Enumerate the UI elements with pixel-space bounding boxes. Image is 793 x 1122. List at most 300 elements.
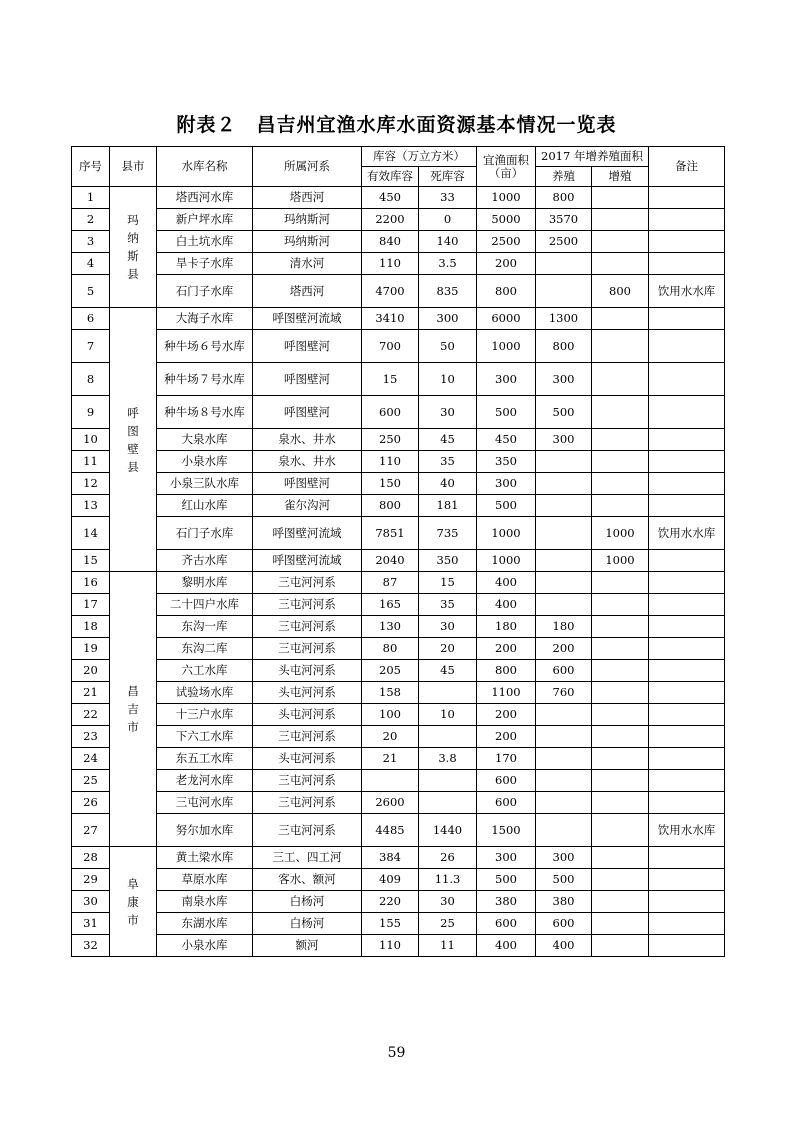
row-number: 25 bbox=[72, 770, 110, 792]
fishery-area: 1000 bbox=[477, 550, 536, 572]
remark bbox=[649, 748, 725, 770]
remark bbox=[649, 363, 725, 396]
dead-capacity bbox=[419, 682, 477, 704]
row-number: 20 bbox=[72, 660, 110, 682]
effective-capacity: 110 bbox=[362, 935, 419, 957]
river-system: 头屯河河系 bbox=[253, 704, 362, 726]
effective-capacity: 384 bbox=[362, 847, 419, 869]
fishery-area: 200 bbox=[477, 704, 536, 726]
river-system: 三屯河河系 bbox=[253, 572, 362, 594]
culture-area bbox=[536, 594, 592, 616]
row-number: 32 bbox=[72, 935, 110, 957]
culture-area: 300 bbox=[536, 363, 592, 396]
row-number: 23 bbox=[72, 726, 110, 748]
dead-capacity: 3.8 bbox=[419, 748, 477, 770]
header-reservoir: 水库名称 bbox=[157, 147, 253, 187]
effective-capacity: 155 bbox=[362, 913, 419, 935]
reservoir-name: 大海子水库 bbox=[157, 308, 253, 330]
table-row bbox=[72, 231, 725, 253]
effective-capacity: 21 bbox=[362, 748, 419, 770]
effective-capacity: 110 bbox=[362, 451, 419, 473]
row-number: 26 bbox=[72, 792, 110, 814]
river-system: 三工、四工河 bbox=[253, 847, 362, 869]
table-row bbox=[72, 594, 725, 616]
row-number: 1 bbox=[72, 187, 110, 209]
fishery-area: 300 bbox=[477, 363, 536, 396]
table-row bbox=[72, 308, 725, 330]
reservoir-name: 东沟一库 bbox=[157, 616, 253, 638]
culture-area: 500 bbox=[536, 869, 592, 891]
stocking-area bbox=[592, 770, 649, 792]
remark bbox=[649, 660, 725, 682]
remark bbox=[649, 429, 725, 451]
table-row bbox=[72, 187, 725, 209]
remark bbox=[649, 682, 725, 704]
stocking-area bbox=[592, 187, 649, 209]
dead-capacity: 1440 bbox=[419, 814, 477, 847]
remark bbox=[649, 330, 725, 363]
reservoir-name: 小泉三队水库 bbox=[157, 473, 253, 495]
effective-capacity: 7851 bbox=[362, 517, 419, 550]
dead-capacity: 11.3 bbox=[419, 869, 477, 891]
stocking-area bbox=[592, 704, 649, 726]
effective-capacity: 150 bbox=[362, 473, 419, 495]
table-row bbox=[72, 396, 725, 429]
culture-area: 400 bbox=[536, 935, 592, 957]
dead-capacity: 35 bbox=[419, 451, 477, 473]
dead-capacity bbox=[419, 726, 477, 748]
stocking-area bbox=[592, 495, 649, 517]
river-system: 呼图壁河 bbox=[253, 330, 362, 363]
fishery-area: 600 bbox=[477, 770, 536, 792]
table-row bbox=[72, 209, 725, 231]
table-row bbox=[72, 891, 725, 913]
effective-capacity: 15 bbox=[362, 363, 419, 396]
dead-capacity bbox=[419, 770, 477, 792]
stocking-area bbox=[592, 209, 649, 231]
remark bbox=[649, 792, 725, 814]
row-number: 11 bbox=[72, 451, 110, 473]
effective-capacity: 205 bbox=[362, 660, 419, 682]
river-system: 呼图壁河流域 bbox=[253, 550, 362, 572]
fishery-area: 170 bbox=[477, 748, 536, 770]
river-system: 头屯河河系 bbox=[253, 682, 362, 704]
page-title: 附表２ 昌吉州宜渔水库水面资源基本情况一览表 bbox=[176, 114, 617, 136]
table-row bbox=[72, 660, 725, 682]
row-number: 24 bbox=[72, 748, 110, 770]
remark bbox=[649, 638, 725, 660]
stocking-area bbox=[592, 792, 649, 814]
effective-capacity: 2040 bbox=[362, 550, 419, 572]
table-row bbox=[72, 792, 725, 814]
fishery-area: 1100 bbox=[477, 682, 536, 704]
fishery-area: 600 bbox=[477, 792, 536, 814]
dead-capacity: 30 bbox=[419, 891, 477, 913]
stocking-area bbox=[592, 935, 649, 957]
river-system: 三屯河河系 bbox=[253, 770, 362, 792]
stocking-area bbox=[592, 616, 649, 638]
dead-capacity: 20 bbox=[419, 638, 477, 660]
fishery-area: 500 bbox=[477, 396, 536, 429]
reservoir-name: 黎明水库 bbox=[157, 572, 253, 594]
row-number: 6 bbox=[72, 308, 110, 330]
culture-area: 500 bbox=[536, 396, 592, 429]
river-system: 呼图壁河 bbox=[253, 363, 362, 396]
effective-capacity: 220 bbox=[362, 891, 419, 913]
reservoir-name: 塔西河水库 bbox=[157, 187, 253, 209]
table-row bbox=[72, 253, 725, 275]
table-row bbox=[72, 363, 725, 396]
header-river: 所属河系 bbox=[253, 147, 362, 187]
fishery-area: 400 bbox=[477, 572, 536, 594]
reservoir-name: 草原水库 bbox=[157, 869, 253, 891]
culture-area bbox=[536, 792, 592, 814]
remark bbox=[649, 187, 725, 209]
fishery-area: 800 bbox=[477, 275, 536, 308]
dead-capacity: 40 bbox=[419, 473, 477, 495]
effective-capacity: 700 bbox=[362, 330, 419, 363]
reservoir-name: 六工水库 bbox=[157, 660, 253, 682]
culture-area bbox=[536, 495, 592, 517]
culture-area: 3570 bbox=[536, 209, 592, 231]
county-cell bbox=[110, 572, 157, 847]
stocking-area bbox=[592, 869, 649, 891]
remark bbox=[649, 935, 725, 957]
river-system: 三屯河河系 bbox=[253, 638, 362, 660]
county-cell bbox=[110, 187, 157, 308]
remark bbox=[649, 209, 725, 231]
row-number: 5 bbox=[72, 275, 110, 308]
stocking-area bbox=[592, 473, 649, 495]
culture-area: 300 bbox=[536, 847, 592, 869]
remark bbox=[649, 704, 725, 726]
river-system: 三屯河河系 bbox=[253, 726, 362, 748]
stocking-area: 1000 bbox=[592, 550, 649, 572]
effective-capacity: 110 bbox=[362, 253, 419, 275]
fishery-area: 2500 bbox=[477, 231, 536, 253]
dead-capacity: 10 bbox=[419, 704, 477, 726]
remark bbox=[649, 891, 725, 913]
effective-capacity: 4485 bbox=[362, 814, 419, 847]
culture-area bbox=[536, 275, 592, 308]
county-label: 玛纳斯县 bbox=[127, 213, 139, 281]
reservoir-name: 种牛场８号水库 bbox=[157, 396, 253, 429]
header-culture: 养殖 bbox=[536, 167, 592, 187]
row-number: 9 bbox=[72, 396, 110, 429]
stocking-area bbox=[592, 814, 649, 847]
header-effective: 有效库容 bbox=[362, 167, 419, 187]
effective-capacity: 2200 bbox=[362, 209, 419, 231]
row-number: 17 bbox=[72, 594, 110, 616]
table-row bbox=[72, 682, 725, 704]
fishery-area: 200 bbox=[477, 726, 536, 748]
reservoir-name: 白土坑水库 bbox=[157, 231, 253, 253]
river-system: 塔西河 bbox=[253, 275, 362, 308]
reservoir-name: 小泉水库 bbox=[157, 935, 253, 957]
stocking-area bbox=[592, 253, 649, 275]
header-aqua2017: 2017 年增养殖面积 bbox=[536, 147, 649, 167]
river-system: 清水河 bbox=[253, 253, 362, 275]
effective-capacity: 600 bbox=[362, 396, 419, 429]
remark bbox=[649, 451, 725, 473]
county-label: 阜康市 bbox=[127, 876, 139, 927]
stocking-area bbox=[592, 891, 649, 913]
culture-area bbox=[536, 770, 592, 792]
effective-capacity: 250 bbox=[362, 429, 419, 451]
dead-capacity: 350 bbox=[419, 550, 477, 572]
table-row bbox=[72, 550, 725, 572]
reservoir-name: 齐古水库 bbox=[157, 550, 253, 572]
culture-area: 760 bbox=[536, 682, 592, 704]
effective-capacity bbox=[362, 770, 419, 792]
river-system: 泉水、井水 bbox=[253, 451, 362, 473]
row-number: 27 bbox=[72, 814, 110, 847]
row-number: 22 bbox=[72, 704, 110, 726]
row-number: 13 bbox=[72, 495, 110, 517]
row-number: 12 bbox=[72, 473, 110, 495]
fishery-area: 1000 bbox=[477, 187, 536, 209]
culture-area bbox=[536, 517, 592, 550]
fishery-area: 200 bbox=[477, 638, 536, 660]
header-dead: 死库容 bbox=[419, 167, 477, 187]
reservoir-name: 东沟二库 bbox=[157, 638, 253, 660]
stocking-area bbox=[592, 308, 649, 330]
remark bbox=[649, 616, 725, 638]
table-body bbox=[72, 187, 725, 957]
fishery-area: 300 bbox=[477, 847, 536, 869]
fishery-area: 380 bbox=[477, 891, 536, 913]
table-row bbox=[72, 704, 725, 726]
river-system: 额河 bbox=[253, 935, 362, 957]
stocking-area bbox=[592, 363, 649, 396]
table-row bbox=[72, 275, 725, 308]
effective-capacity: 409 bbox=[362, 869, 419, 891]
reservoir-name: 小泉水库 bbox=[157, 451, 253, 473]
table-row bbox=[72, 869, 725, 891]
effective-capacity: 450 bbox=[362, 187, 419, 209]
fishery-area: 800 bbox=[477, 660, 536, 682]
table-row bbox=[72, 726, 725, 748]
fishery-area: 1500 bbox=[477, 814, 536, 847]
river-system: 玛纳斯河 bbox=[253, 209, 362, 231]
stocking-area bbox=[592, 451, 649, 473]
stocking-area bbox=[592, 429, 649, 451]
effective-capacity: 4700 bbox=[362, 275, 419, 308]
dead-capacity: 835 bbox=[419, 275, 477, 308]
effective-capacity: 165 bbox=[362, 594, 419, 616]
river-system: 白杨河 bbox=[253, 913, 362, 935]
remark bbox=[649, 847, 725, 869]
table-row bbox=[72, 330, 725, 363]
row-number: 15 bbox=[72, 550, 110, 572]
remark bbox=[649, 308, 725, 330]
reservoir-name: 石门子水库 bbox=[157, 517, 253, 550]
header-capacity: 库容（万立方米） bbox=[362, 147, 477, 167]
fishery-area: 200 bbox=[477, 253, 536, 275]
river-system: 白杨河 bbox=[253, 891, 362, 913]
stocking-area bbox=[592, 396, 649, 429]
row-number: 30 bbox=[72, 891, 110, 913]
header-no: 序号 bbox=[72, 147, 110, 187]
dead-capacity: 25 bbox=[419, 913, 477, 935]
reservoir-name: 石门子水库 bbox=[157, 275, 253, 308]
effective-capacity: 158 bbox=[362, 682, 419, 704]
reservoir-name: 新户坪水库 bbox=[157, 209, 253, 231]
effective-capacity: 800 bbox=[362, 495, 419, 517]
row-number: 10 bbox=[72, 429, 110, 451]
culture-area bbox=[536, 451, 592, 473]
remark bbox=[649, 869, 725, 891]
table-row bbox=[72, 770, 725, 792]
river-system: 三屯河河系 bbox=[253, 814, 362, 847]
header-remark: 备注 bbox=[649, 147, 725, 187]
culture-area: 200 bbox=[536, 638, 592, 660]
dead-capacity: 45 bbox=[419, 429, 477, 451]
header-stocking: 增殖 bbox=[592, 167, 649, 187]
reservoir-name: 种牛场７号水库 bbox=[157, 363, 253, 396]
row-number: 29 bbox=[72, 869, 110, 891]
fishery-area: 350 bbox=[477, 451, 536, 473]
fishery-area: 500 bbox=[477, 869, 536, 891]
table-row bbox=[72, 638, 725, 660]
dead-capacity: 140 bbox=[419, 231, 477, 253]
reservoir-name: 南泉水库 bbox=[157, 891, 253, 913]
reservoir-name: 黄土梁水库 bbox=[157, 847, 253, 869]
culture-area bbox=[536, 473, 592, 495]
dead-capacity: 30 bbox=[419, 616, 477, 638]
header-county: 县市 bbox=[110, 147, 157, 187]
culture-area: 180 bbox=[536, 616, 592, 638]
dead-capacity bbox=[419, 792, 477, 814]
fishery-area: 600 bbox=[477, 913, 536, 935]
header-area: 宜渔面积（亩） bbox=[477, 147, 536, 187]
remark bbox=[649, 572, 725, 594]
river-system: 呼图壁河 bbox=[253, 473, 362, 495]
reservoir-name: 下六工水库 bbox=[157, 726, 253, 748]
reservoir-name: 东五工水库 bbox=[157, 748, 253, 770]
dead-capacity: 181 bbox=[419, 495, 477, 517]
river-system: 三屯河河系 bbox=[253, 616, 362, 638]
river-system: 塔西河 bbox=[253, 187, 362, 209]
culture-area bbox=[536, 814, 592, 847]
river-system: 泉水、井水 bbox=[253, 429, 362, 451]
remark bbox=[649, 231, 725, 253]
dead-capacity: 15 bbox=[419, 572, 477, 594]
remark: 饮用水水库 bbox=[649, 517, 725, 550]
reservoir-table bbox=[71, 146, 725, 957]
culture-area bbox=[536, 253, 592, 275]
fishery-area: 400 bbox=[477, 594, 536, 616]
row-number: 2 bbox=[72, 209, 110, 231]
culture-area: 1300 bbox=[536, 308, 592, 330]
dead-capacity: 0 bbox=[419, 209, 477, 231]
fishery-area: 500 bbox=[477, 495, 536, 517]
reservoir-name: 老龙河水库 bbox=[157, 770, 253, 792]
river-system: 玛纳斯河 bbox=[253, 231, 362, 253]
fishery-area: 5000 bbox=[477, 209, 536, 231]
river-system: 呼图壁河流域 bbox=[253, 308, 362, 330]
row-number: 16 bbox=[72, 572, 110, 594]
fishery-area: 1000 bbox=[477, 517, 536, 550]
stocking-area bbox=[592, 913, 649, 935]
culture-area: 300 bbox=[536, 429, 592, 451]
culture-area bbox=[536, 704, 592, 726]
stocking-area bbox=[592, 638, 649, 660]
culture-area: 800 bbox=[536, 187, 592, 209]
row-number: 31 bbox=[72, 913, 110, 935]
culture-area: 600 bbox=[536, 913, 592, 935]
dead-capacity: 300 bbox=[419, 308, 477, 330]
effective-capacity: 87 bbox=[362, 572, 419, 594]
remark: 饮用水水库 bbox=[649, 814, 725, 847]
table-row bbox=[72, 847, 725, 869]
stocking-area bbox=[592, 572, 649, 594]
stocking-area bbox=[592, 330, 649, 363]
remark bbox=[649, 726, 725, 748]
remark bbox=[649, 495, 725, 517]
reservoir-name: 十三户水库 bbox=[157, 704, 253, 726]
row-number: 21 bbox=[72, 682, 110, 704]
culture-area: 380 bbox=[536, 891, 592, 913]
effective-capacity: 80 bbox=[362, 638, 419, 660]
row-number: 14 bbox=[72, 517, 110, 550]
river-system: 三屯河河系 bbox=[253, 594, 362, 616]
culture-area bbox=[536, 748, 592, 770]
table-row bbox=[72, 517, 725, 550]
reservoir-name: 东湖水库 bbox=[157, 913, 253, 935]
county-label: 呼图壁县 bbox=[127, 405, 139, 474]
reservoir-name: 大泉水库 bbox=[157, 429, 253, 451]
row-number: 28 bbox=[72, 847, 110, 869]
remark bbox=[649, 253, 725, 275]
effective-capacity: 840 bbox=[362, 231, 419, 253]
river-system: 呼图壁河流域 bbox=[253, 517, 362, 550]
row-number: 3 bbox=[72, 231, 110, 253]
stocking-area: 800 bbox=[592, 275, 649, 308]
culture-area bbox=[536, 726, 592, 748]
table-row bbox=[72, 495, 725, 517]
fishery-area: 6000 bbox=[477, 308, 536, 330]
stocking-area bbox=[592, 726, 649, 748]
row-number: 19 bbox=[72, 638, 110, 660]
remark bbox=[649, 396, 725, 429]
stocking-area bbox=[592, 594, 649, 616]
row-number: 7 bbox=[72, 330, 110, 363]
river-system: 头屯河河系 bbox=[253, 748, 362, 770]
stocking-area bbox=[592, 231, 649, 253]
fishery-area: 450 bbox=[477, 429, 536, 451]
culture-area bbox=[536, 550, 592, 572]
fishery-area: 1000 bbox=[477, 330, 536, 363]
reservoir-name: 旱卡子水库 bbox=[157, 253, 253, 275]
dead-capacity: 735 bbox=[419, 517, 477, 550]
stocking-area bbox=[592, 682, 649, 704]
remark bbox=[649, 473, 725, 495]
dead-capacity: 33 bbox=[419, 187, 477, 209]
stocking-area: 1000 bbox=[592, 517, 649, 550]
effective-capacity: 20 bbox=[362, 726, 419, 748]
table-row bbox=[72, 429, 725, 451]
remark bbox=[649, 770, 725, 792]
row-number: 8 bbox=[72, 363, 110, 396]
fishery-area: 180 bbox=[477, 616, 536, 638]
river-system: 头屯河河系 bbox=[253, 660, 362, 682]
river-system: 雀尔沟河 bbox=[253, 495, 362, 517]
remark bbox=[649, 594, 725, 616]
effective-capacity: 3410 bbox=[362, 308, 419, 330]
dead-capacity: 10 bbox=[419, 363, 477, 396]
dead-capacity: 35 bbox=[419, 594, 477, 616]
